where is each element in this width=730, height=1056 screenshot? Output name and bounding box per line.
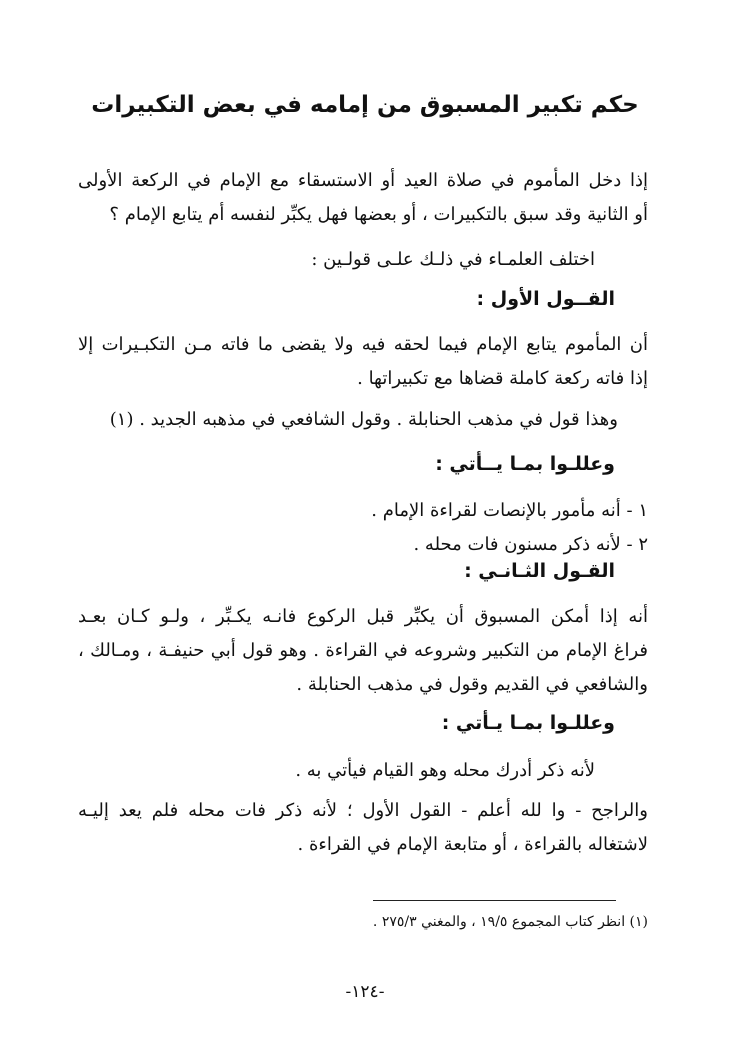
page-title: حكم تكبير المسبوق من إمامه في بعض التكبيرات <box>91 92 639 118</box>
footnote-divider <box>373 900 616 901</box>
conclusion-line-1: والراجح - وا لله أعلم - القول الأول ؛ لأنه ذكر فات محله فلم يعد إليـه <box>78 800 648 821</box>
second-opinion-reason-1: لأنه ذكر أدرك محله وهو القيام فيأتي به . <box>295 760 595 781</box>
intro-line-1: إذا دخل المأموم في صلاة العيد أو الاستسقاء مع الإمام في الركعة الأولى <box>78 170 648 191</box>
first-opinion-line-3: وهذا قول في مذهب الحنابلة . وقول الشافعي في مذهبه الجديد . (١) <box>109 409 618 430</box>
conclusion-line-2: لاشتغاله بالقراءة ، أو متابعة الإمام في القراءة . <box>297 834 648 855</box>
first-opinion-reasons-heading: وعللـوا بمـا يــأتي : <box>435 453 615 475</box>
second-opinion-reasons-heading: وعللـوا بمـا يـأتي : <box>441 712 615 734</box>
second-opinion-line-2: فراغ الإمام من التكبير وشروعه في القراءة . وهو قول أبي حنيفـة ، ومـالك ، <box>78 640 648 661</box>
first-opinion-line-1: أن المأموم يتابع الإمام فيما لحقه فيه ولا يقضى ما فاته مـن التكبـيرات إلا <box>78 334 648 355</box>
first-opinion-heading: القــول الأول : <box>476 288 615 310</box>
second-opinion-line-1: أنه إذا أمكن المسبوق أن يكبِّر قبل الركوع فانـه يكـبِّر ، ولـو كـان بعـد <box>78 606 648 627</box>
intro-line-3: اختلف العلمـاء في ذلـك علـى قولـين : <box>311 249 595 270</box>
first-opinion-line-2: إذا فاته ركعة كاملة قضاها مع تكبيراتها . <box>357 368 648 389</box>
footnote: (١) انظر كتاب المجموع ١٩/٥ ، والمغني ٢٧٥/٣ . <box>372 914 648 930</box>
first-opinion-reason-1: ١ - أنه مأمور بالإنصات لقراءة الإمام . <box>371 500 648 521</box>
intro-line-2: أو الثانية وقد سبق بالتكبيرات ، أو بعضها فهل يكبِّر لنفسه أم يتابع الإمام ؟ <box>109 204 648 225</box>
second-opinion-line-3: والشافعي في القديم وقول في مذهب الحنابلة . <box>296 674 648 695</box>
second-opinion-heading: القـول الثـانـي : <box>464 560 615 582</box>
first-opinion-reason-2: ٢ - لأنه ذكر مسنون فات محله . <box>413 534 648 555</box>
page-number: -١٢٤- <box>345 982 385 1002</box>
